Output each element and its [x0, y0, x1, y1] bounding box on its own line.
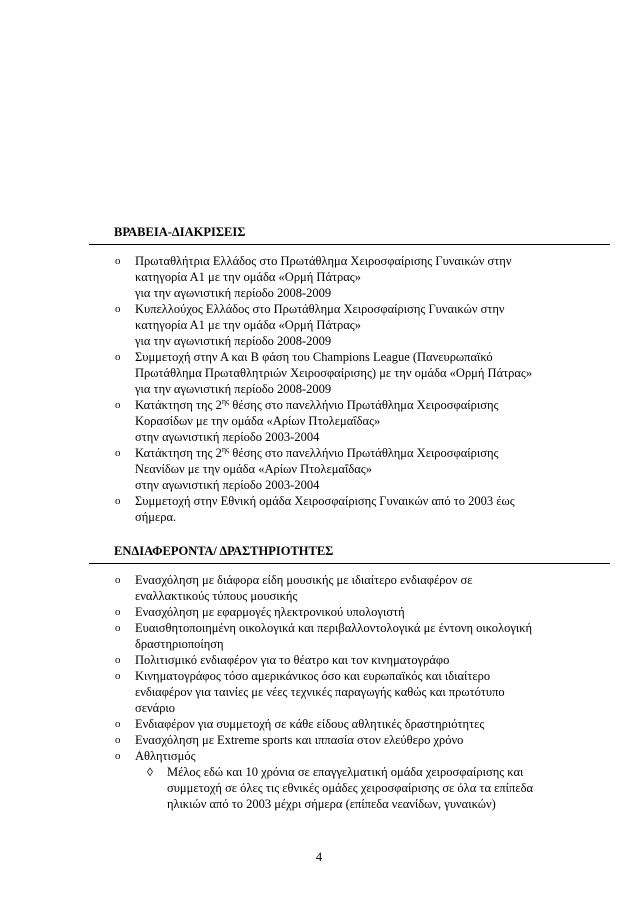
- item-text-line: δραστηριοποίηση: [135, 637, 224, 651]
- item-text-line: σενάριο: [135, 701, 176, 715]
- bullet-marker: o: [115, 574, 121, 586]
- list-item: [89, 668, 610, 716]
- item-text-line: ενδιαφέρον για ταινίες με νέες τεχνικές παραγωγής καθώς και πρωτότυπο: [135, 685, 505, 699]
- item-text: Κατάκτηση της 2: [135, 398, 222, 412]
- bullet-marker: o: [115, 606, 121, 618]
- list-item: [89, 349, 610, 397]
- item-text-line: Ενασχόληση με διάφορα είδη μουσικής με ιδιαίτερο ενδιαφέρον σε: [135, 573, 473, 587]
- item-text-line: Συμμετοχή στην Εθνική ομάδα Χειροσφαίρισης Γυναικών από το 2003 έως: [135, 494, 515, 508]
- awards-heading: ΒΡΑΒΕΙΑ-ΔΙΑΚΡΙΣΕΙΣ: [89, 224, 610, 245]
- bullet-marker: o: [115, 495, 121, 507]
- item-text-line: Ενδιαφέρον για συμμετοχή σε κάθε είδους αθλητικές δραστηριότητες: [135, 717, 485, 731]
- diamond-bullet-icon: ◊: [147, 765, 153, 779]
- item-text-line: σήμερα.: [135, 510, 177, 524]
- item-text-line: Αθλητισμός: [135, 749, 196, 763]
- bullet-marker: o: [115, 255, 121, 267]
- list-item: [89, 301, 610, 349]
- sports-sublist: [135, 764, 610, 812]
- ordinal-suffix: ης: [221, 444, 230, 454]
- bullet-marker: o: [115, 734, 121, 746]
- list-item: [89, 493, 610, 525]
- list-item: [89, 620, 610, 652]
- awards-list: [89, 253, 610, 525]
- item-text-line: στην αγωνιστική περίοδο 2003-2004: [135, 478, 320, 492]
- item-text-line: Κινηματογράφος τόσο αμερικάνικος όσο και ευρωπαϊκός και ιδιαίτερο: [135, 669, 491, 683]
- list-item: [89, 445, 610, 493]
- bullet-marker: o: [115, 303, 121, 315]
- item-text-line: συμμετοχή σε όλες τις εθνικές ομάδες χειροσφαίρισης σε όλα τα επίπεδα: [167, 781, 534, 795]
- item-text: θέσης στο πανελλήνιο Πρωτάθλημα Χειροσφαίρισης: [229, 398, 499, 412]
- item-text-line: Νεανίδων με την ομάδα «Αρίων Πτολεμαΐδας»: [135, 462, 372, 476]
- bullet-marker: o: [115, 750, 121, 762]
- list-item: [89, 253, 610, 301]
- item-text-line: κατηγορία Α1 με την ομάδα «Ορμή Πάτρας»: [135, 318, 362, 332]
- item-text-line: [135, 397, 610, 413]
- item-text-line: Πρωτάθλημα Πρωταθλητριών Χειροσφαίρισης) με την ομάδα «Ορμή Πάτρας»: [135, 366, 533, 380]
- item-text-line: Ενασχόληση με εφαρμογές ηλεκτρονικού υπολογιστή: [135, 605, 405, 619]
- bullet-marker: o: [115, 622, 121, 634]
- interests-section: [89, 543, 610, 812]
- item-text: Κατάκτηση της 2: [135, 446, 222, 460]
- item-text-line: [135, 445, 610, 461]
- list-item: [89, 604, 610, 620]
- page-number: 4: [315, 850, 323, 864]
- interests-list: [89, 572, 610, 812]
- list-item: [89, 572, 610, 604]
- bullet-marker: o: [115, 447, 121, 459]
- item-text: θέσης στο πανελλήνιο Πρωτάθλημα Χειροσφαίρισης: [229, 446, 499, 460]
- item-text-line: για την αγωνιστική περίοδο 2008-2009: [135, 286, 332, 300]
- item-text-line: ηλικιών από το 2003 μέχρι σήμερα (επίπεδα νεανίδων, γυναικών): [167, 797, 496, 811]
- bullet-marker: o: [115, 654, 121, 666]
- list-item: [89, 748, 610, 812]
- item-text-line: για την αγωνιστική περίοδο 2008-2009: [135, 382, 332, 396]
- item-text-line: Μέλος εδώ και 10 χρόνια σε επαγγελματική ομάδα χειροσφαίρισης και: [167, 765, 524, 779]
- list-item: [89, 397, 610, 445]
- item-text-line: Πρωταθλήτρια Ελλάδος στο Πρωτάθλημα Χειροσφαίρισης Γυναικών στην: [135, 254, 512, 268]
- list-item: [89, 652, 610, 668]
- item-text-line: Συμμετοχή στην Α και Β φάση του Champions League (Πανευρωπαϊκό: [135, 350, 493, 364]
- item-text-line: Πολιτισμικό ενδιαφέρον για το θέατρο και τον κινηματογράφο: [135, 653, 450, 667]
- item-text-line: Ευαισθητοποιημένη οικολογικά και περιβαλλοντολογικά με έντονη οικολογική: [135, 621, 533, 635]
- bullet-marker: o: [115, 718, 121, 730]
- list-item: [89, 732, 610, 748]
- ordinal-suffix: ης: [221, 396, 230, 406]
- item-text-line: εναλλακτικούς τύπους μουσικής: [135, 589, 298, 603]
- interests-heading: ΕΝΔΙΑΦΕΡΟΝΤΑ/ ΔΡΑΣΤΗΡΙΟΤΗΤΕΣ: [89, 543, 610, 564]
- item-text-line: Κυπελλούχος Ελλάδος στο Πρωτάθλημα Χειροσφαίρισης Γυναικών στην: [135, 302, 505, 316]
- bullet-marker: o: [115, 351, 121, 363]
- item-text-line: Ενασχόληση με Extreme sports και ιππασία στον ελεύθερο χρόνο: [135, 733, 464, 747]
- bullet-marker: o: [115, 670, 121, 682]
- item-text-line: κατηγορία Α1 με την ομάδα «Ορμή Πάτρας»: [135, 270, 362, 284]
- sublist-item: [135, 764, 610, 812]
- item-text-line: στην αγωνιστική περίοδο 2003-2004: [135, 430, 320, 444]
- list-item: [89, 716, 610, 732]
- bullet-marker: o: [115, 399, 121, 411]
- item-text-line: Κορασίδων με την ομάδα «Αρίων Πτολεμαΐδας»: [135, 414, 381, 428]
- awards-section: [89, 224, 610, 525]
- item-text-line: για την αγωνιστική περίοδο 2008-2009: [135, 334, 332, 348]
